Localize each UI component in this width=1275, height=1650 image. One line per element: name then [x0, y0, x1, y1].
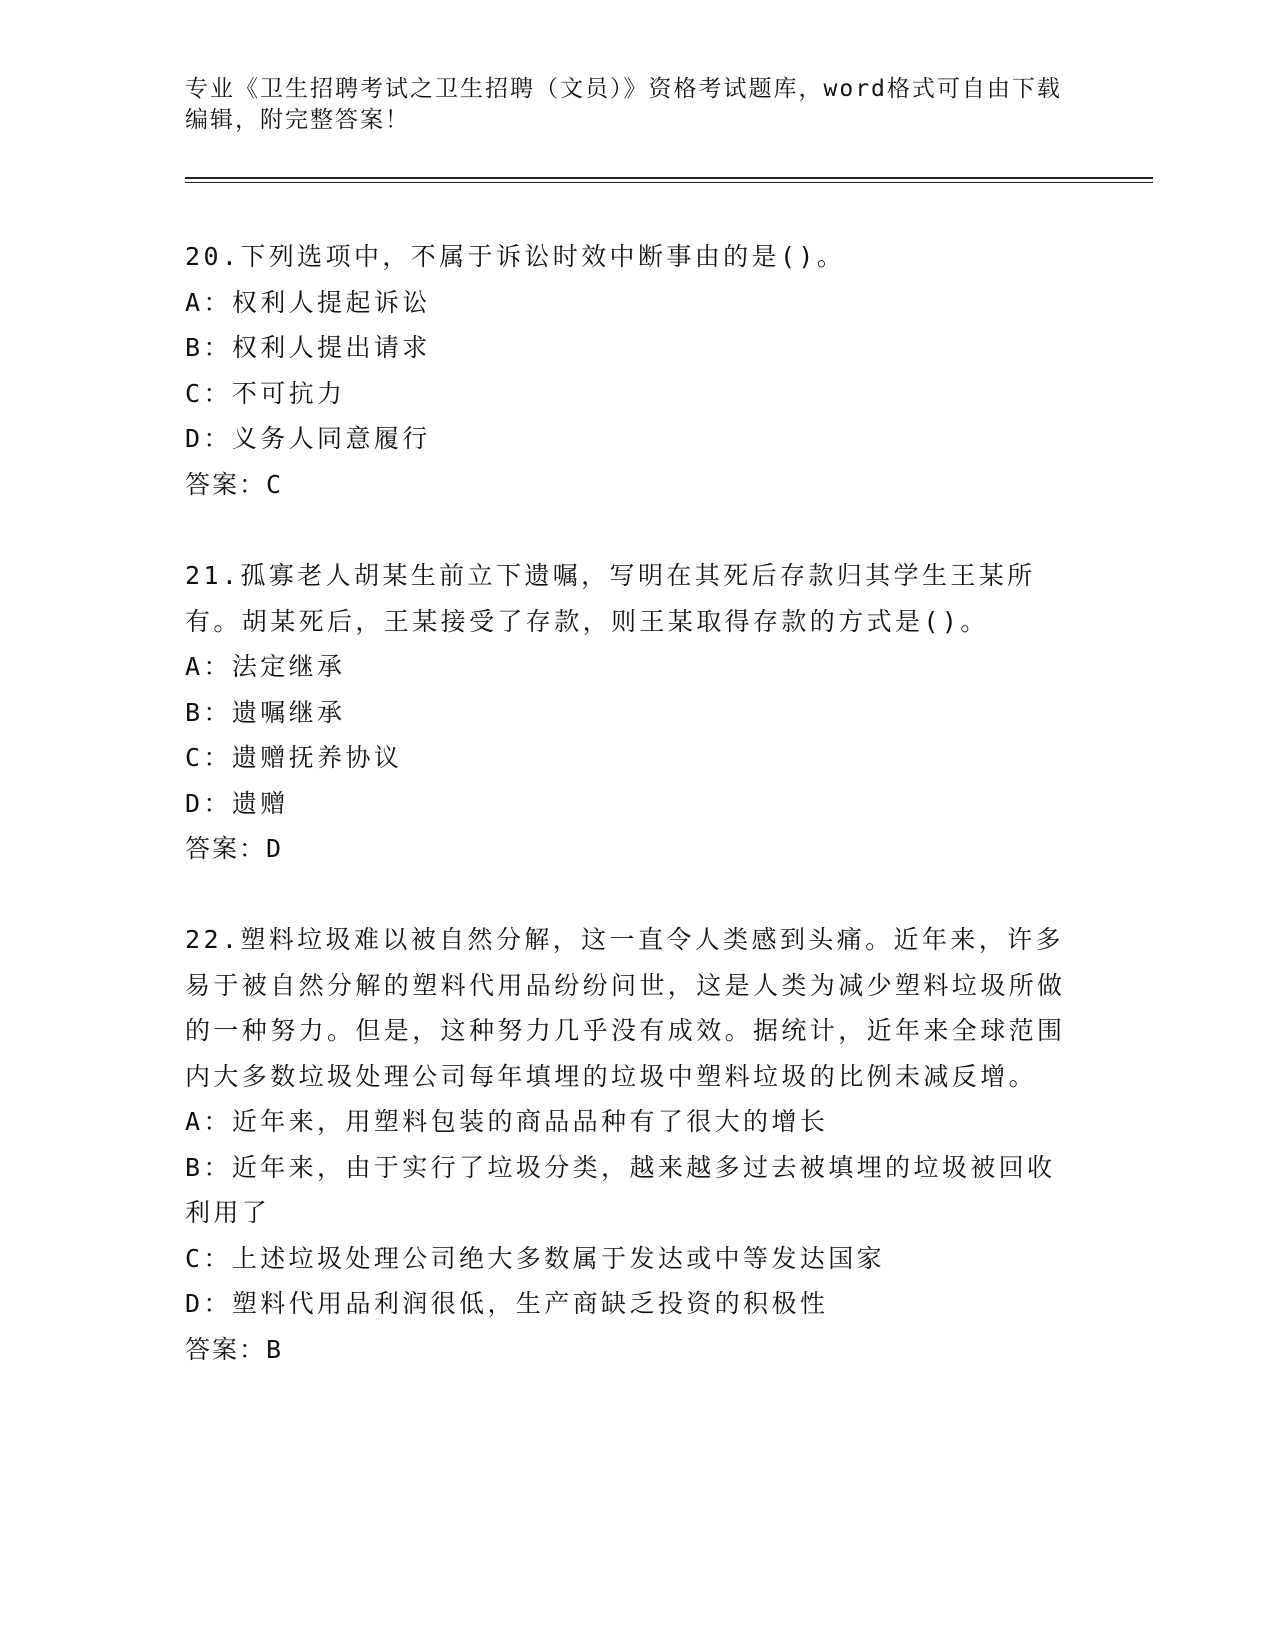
header-divider-thick [185, 177, 1153, 179]
question-22 [185, 917, 1075, 1372]
document-header: 专业《卫生招聘考试之卫生招聘（文员）》资格考试题库，word格式可自由下载编辑，附完整答案！ [185, 76, 1062, 133]
option-b: B：权利人提出请求 [185, 333, 431, 362]
option-c: C：遗赠抚养协议 [185, 743, 403, 772]
answer: 答案：C [185, 469, 284, 499]
option-b: B：近年来，由于实行了垃圾分类，越来越多过去被填埋的垃圾被回收利用了 [185, 1152, 1056, 1227]
option-d: D：义务人同意履行 [185, 424, 431, 453]
option-d: D：遗赠 [185, 788, 289, 818]
option-a: A：权利人提起诉讼 [185, 287, 431, 317]
option-c: C：上述垃圾处理公司绝大多数属于发达或中等发达国家 [185, 1243, 886, 1273]
option-c: C：不可抗力 [185, 378, 346, 408]
question-21 [185, 553, 1075, 872]
question-20 [185, 234, 1075, 507]
question-stem: 21.孤寡老人胡某生前立下遗嘱，写明在其死后存款归其学生王某所有。胡某死后，王某接受了存款，则王某取得存款的方式是()。 [185, 561, 1036, 636]
answer: 答案：B [185, 1334, 284, 1364]
question-stem: 20.下列选项中，不属于诉讼时效中断事由的是()。 [185, 242, 846, 271]
question-stem: 22.塑料垃圾难以被自然分解，这一直令人类感到头痛。近年来，许多易于被自然分解的塑料代用品纷纷问世，这是人类为减少塑料垃圾所做的一种努力。但是，这种努力几乎没有成效。据统计，近年来全球范围内大多数垃圾处理公司每年填埋的垃圾中塑料垃圾的比例未减反增。 [185, 925, 1066, 1091]
option-a: A：法定继承 [185, 652, 346, 681]
option-a: A：近年来，用塑料包装的商品品种有了很大的增长 [185, 1107, 829, 1136]
option-d: D：塑料代用品利润很低，生产商缺乏投资的积极性 [185, 1289, 829, 1318]
answer: 答案：D [185, 834, 284, 863]
header-divider-thin [185, 182, 1153, 183]
option-b: B：遗嘱继承 [185, 697, 346, 727]
